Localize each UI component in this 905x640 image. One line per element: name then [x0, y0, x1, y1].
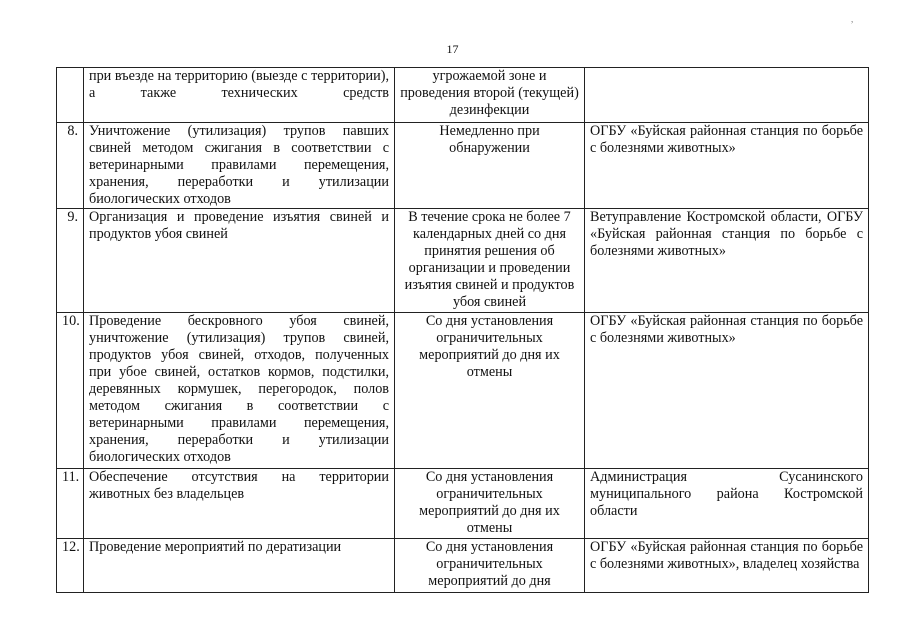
term-cell: Со дня установления ограничительных мероприятий до дня [395, 539, 585, 593]
action-cell: Обеспечение отсутствия на территории животных без владельцев [84, 469, 395, 539]
responsible-cell: ОГБУ «Буйская районная станция по борьбе с болезнями животных» [585, 123, 869, 209]
action-cell: Уничтожение (утилизация) трупов павших свиней методом сжигания в соответствии с ветеринарными правилами перемещения, хранения, переработки и утилизации биологических отходов [84, 123, 395, 209]
table-row [57, 539, 869, 593]
table-row [57, 209, 869, 313]
term-cell: Со дня установления ограничительных мероприятий до дня их отмены [395, 469, 585, 539]
responsible-cell: ОГБУ «Буйская районная станция по борьбе с болезнями животных» [585, 313, 869, 469]
table-row [57, 469, 869, 539]
term-cell: В течение срока не более 7 календарных дней со дня принятия решения об организации и проведении изъятия свиней и продуктов убоя свиней [395, 209, 585, 313]
page-number: 17 [446, 42, 459, 56]
action-cell: Проведение бескровного убоя свиней, уничтожение (утилизация) трупов свиней, продуктов убоя свиней, отходов, полученных при убое свиней, остатков кормов, подстилки, деревянных кормушек, перегородок, полов методом сжигания в соответствии с ветеринарными правилами перемещения, хранения, переработки и утилизации биологических отходов [84, 313, 395, 469]
row-number: 8. [57, 123, 84, 209]
responsible-cell: Ветуправление Костромской области, ОГБУ «Буйская районная станция по борьбе с болезнями животных» [585, 209, 869, 313]
action-cell: при въезде на территорию (выезде с территории), а также технических средств [84, 68, 395, 123]
term-cell: угрожаемой зоне и проведения второй (текущей) дезинфекции [395, 68, 585, 123]
term-cell: Немедленно при обнаружении [395, 123, 585, 209]
responsible-cell: ОГБУ «Буйская районная станция по борьбе с болезнями животных», владелец хозяйства [585, 539, 869, 593]
table-row [57, 123, 869, 209]
row-number: 11. [57, 469, 84, 539]
responsible-cell: Администрация Сусанинского муниципального района Костромской области [585, 469, 869, 539]
row-number: 12. [57, 539, 84, 593]
scan-mark: , [851, 14, 854, 24]
measures-table [56, 67, 869, 593]
action-cell: Проведение мероприятий по дератизации [84, 539, 395, 593]
row-number: 10. [57, 313, 84, 469]
term-cell: Со дня установления ограничительных мероприятий до дня их отмены [395, 313, 585, 469]
row-number: 9. [57, 209, 84, 313]
responsible-cell [585, 68, 869, 123]
table-row [57, 68, 869, 123]
action-cell: Организация и проведение изъятия свиней и продуктов убоя свиней [84, 209, 395, 313]
row-number [57, 68, 84, 123]
table-row [57, 313, 869, 469]
